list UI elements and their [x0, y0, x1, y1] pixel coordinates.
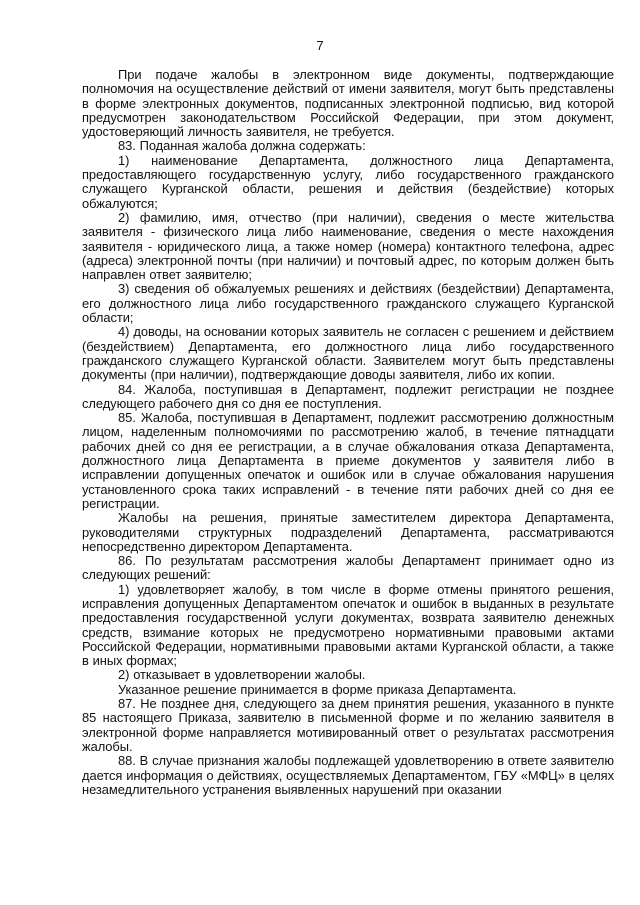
paragraph-83-item-4: 4) доводы, на основании которых заявитель не согласен с решением и действием (бездействием) Департамента, его должностного лица либо государственного гражданского служащего Курганской области. Заявителем могут быть представлены документы (при наличии), подтверждающие доводы заявителя, либо их копии.: [82, 324, 614, 383]
paragraph-86-item-1: 1) удовлетворяет жалобу, в том числе в форме отмены принятого решения, исправления допущенных Департаментом опечаток и ошибок в выданных в результате предоставления государственной услуги документах, возврата заявителю денежных средств, взимание которых не предусмотрено нормативными правовыми актами Российской Федерации, нормативными правовыми актами Курганской области, а также в иных формах;: [82, 581, 614, 669]
paragraph-83-item-2: 2) фамилию, имя, отчество (при наличии), сведения о месте жительства заявителя - физического лица либо наименование, сведения о месте нахождения заявителя - юридического лица, а также номер (номера) контактного телефона, адрес (адреса) электронной почты (при наличии) и почтовый адрес, по которым должен быть направлен ответ заявителю;: [82, 209, 614, 283]
paragraph-86-note: Указанное решение принимается в форме приказа Департамента.: [118, 681, 517, 697]
paragraph-85-note: Жалобы на решения, принятые заместителем директора Департамента, руководителями структурных подразделений Департамента, рассматриваются непосредственно директором Департамента.: [82, 510, 614, 554]
paragraph-83-item-1: 1) наименование Департамента, должностного лица Департамента, предоставляющего государственную услугу, либо государственного гражданского служащего Курганской области, решения и действия (бездействие) которых обжалуются;: [82, 152, 614, 211]
paragraph-87: 87. Не позднее дня, следующего за днем принятия решения, указанного в пункте 85 настоящего Приказа, заявителю в письменной форме и по желанию заявителя в электронной форме направляется мотивированный ответ о результатах рассмотрения жалобы.: [82, 696, 614, 754]
paragraph-86: 86. По результатам рассмотрения жалобы Департамент принимает одно из следующих решений:: [82, 553, 614, 583]
paragraph-83: 83. Поданная жалоба должна содержать:: [118, 138, 366, 154]
paragraph-85: 85. Жалоба, поступившая в Департамент, подлежит рассмотрению должностным лицом, наделенным полномочиями по рассмотрению жалоб, в течение пятнадцати рабочих дней со дня ее регистрации, а в случае обжалования отказа Департамента, должностного лица Департамента в приеме документов у заявителя либо в исправлении допущенных опечаток и ошибок или в случае обжалования нарушения установленного срока таких исправлений - в течение пяти рабочих дней со дня ее регистрации.: [82, 410, 614, 511]
paragraph-83-item-3: 3) сведения об обжалуемых решениях и действиях (бездействии) Департамента, его должностного лица либо государственного гражданского служащего Курганской области;: [82, 281, 614, 326]
paragraph-88: 88. В случае признания жалобы подлежащей удовлетворению в ответе заявителю дается информация о действиях, осуществляемых Департаментом, ГБУ «МФЦ» в целях незамедлительного устранения выявленных нарушений при оказании: [82, 753, 614, 797]
paragraph-intro: При подаче жалобы в электронном виде документы, подтверждающие полномочия на осуществление действий от имени заявителя, могут быть представлены в форме электронных документов, подписанных электронной подписью, вид которой предусмотрен законодательством Российской Федерации, при этом документ, удостоверяющий личность заявителя, не требуется.: [82, 67, 614, 140]
document-body: [82, 68, 614, 797]
page-number: 7: [316, 38, 324, 53]
paragraph-84: 84. Жалоба, поступившая в Департамент, подлежит регистрации не позднее следующего рабочего дня со дня ее поступления.: [82, 381, 614, 411]
paragraph-86-item-2: 2) отказывает в удовлетворении жалобы.: [118, 667, 366, 683]
